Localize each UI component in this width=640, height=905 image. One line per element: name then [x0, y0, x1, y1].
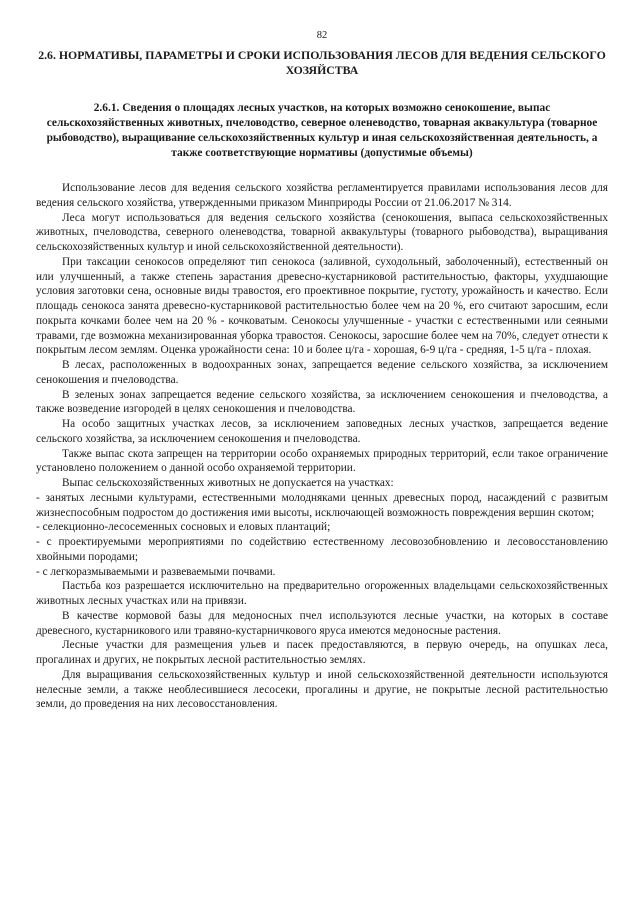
paragraph-bee-forage: В качестве кормовой базы для медоносных пчел используются лесные участки, на которых в составе древесного, кустарникового или травяно-кустарничкового яруса имеются медоносные растения. — [36, 609, 608, 637]
paragraph-goat-grazing: Пастьба коз разрешается исключительно на предварительно огороженных владельцами сельскохозяйственных животных лесных участках или на привязи. — [36, 580, 608, 607]
paragraph-green-zones: В зеленых зонах запрещается ведение сельского хозяйства, за исключением сенокошения и пчеловодства, а также возведение изгородей в целях сенокошения и пчеловодства. — [36, 388, 608, 416]
paragraph-crop-cultivation: Для выращивания сельскохозяйственных культур и иной сельскохозяйственной деятельности используются нелесные земли, а также необлесившиеся лесосеки, прогалины и другие, не покрытые лесной растительностью земли, до проведения на них лесовосстановления. — [36, 668, 608, 711]
paragraph-hayfield-survey: При таксации сенокосов определяют тип сенокоса (заливной, суходольный, заболоченный), естественный он или улучшенный, а также степень зарастания древесно-кустарниковой растительностью, факторы, ухудшающие условия заготовки сена, основные виды травостоя, его проективное покрытие, густоту, урожайность и качество. Если площадь сенокоса занята древесно-кустарниковой растительностью более чем на 20 %, его считают заросшим, если покрыта кочками более чем на 20 % - кочковатым. Сенокосы улучшенные - участки с естественными или сеяными травами, где возможна механизированная уборка травостоя. Сенокосы, заросшие более чем на 70%, следует отнести к покрытым лесом землям. Оценка урожайности сена: 10 и более ц/га - хорошая, 6-9 ц/га - средняя, 1-5 ц/га - плохая. — [36, 255, 608, 357]
paragraph-usage-regulation: Использование лесов для ведения сельского хозяйства регламентируется правилами использования лесов для ведения сельского хозяйства, утвержденными приказом Минприроды России от 21.06.2017 № 314. — [36, 182, 608, 209]
paragraph-usage-purposes: Леса могут использоваться для ведения сельского хозяйства (сенокошения, выпаса сельскохозяйственных животных, пчеловодства, северного оленеводства, товарной аквакультуры (товарного рыбоводства), выращивания сельскохозяйственных культур и иной сельскохозяйственной деятельности). — [36, 211, 608, 253]
paragraph-apiary-placement: Лесные участки для размещения ульев и пасек предоставляются, в первую очередь, на опушках леса, прогалинах и других, не покрытых лесной растительностью землях. — [36, 639, 608, 666]
document-page — [36, 30, 608, 712]
restriction-item: - с легкоразмываемыми и развеваемыми почвами. — [36, 565, 276, 578]
restriction-item: - занятых лесными культурами, естественными молодняками ценных древесных пород, насаждений с развитым жизнеспособным подростом до достижения ими высоты, исключающей возможность повреждения вершин скотом; — [36, 491, 608, 519]
section-title: 2.6. НОРМАТИВЫ, ПАРАМЕТРЫ И СРОКИ ИСПОЛЬЗОВАНИЯ ЛЕСОВ ДЛЯ ВЕДЕНИЯ СЕЛЬСКОГО ХОЗЯЙСТВА — [38, 48, 606, 77]
paragraph-protected-territories: Также выпас скота запрещен на территории особо охраняемых природных территорий, если такое ограничение установлено положением о данной особо охраняемой территории. — [36, 447, 608, 475]
paragraph-protective-areas: На особо защитных участках лесов, за исключением заповедных лесных участков, запрещается ведение сельского хозяйства, за исключением сенокошения и пчеловодства. — [36, 418, 608, 445]
body-text — [36, 181, 608, 712]
subsection-title: 2.6.1. Сведения о площадях лесных участков, на которых возможно сенокошение, выпас сельскохозяйственных животных, пчеловодство, северное оленеводство, товарная аквакультура (товарное рыбоводство), выращивание сельскохозяйственных культур и иная сельскохозяйственная деятельность, а также соответствующие нормативы (допустимые объемы) — [46, 102, 598, 159]
paragraph-grazing-restrictions-intro: Выпас сельскохозяйственных животных не допускается на участках: — [62, 477, 394, 489]
paragraph-water-protection-zones: В лесах, расположенных в водоохранных зонах, запрещается ведение сельского хозяйства, за исключением сенокошения и пчеловодства. — [36, 359, 608, 386]
restriction-item: - с проектируемыми мероприятиями по содействию естественному лесовозобновлению и лесовосстановлению хвойными породами; — [36, 536, 608, 563]
page-number: 82 — [316, 30, 328, 41]
restriction-item: - селекционно-лесосеменных сосновых и еловых плантаций; — [36, 521, 331, 534]
